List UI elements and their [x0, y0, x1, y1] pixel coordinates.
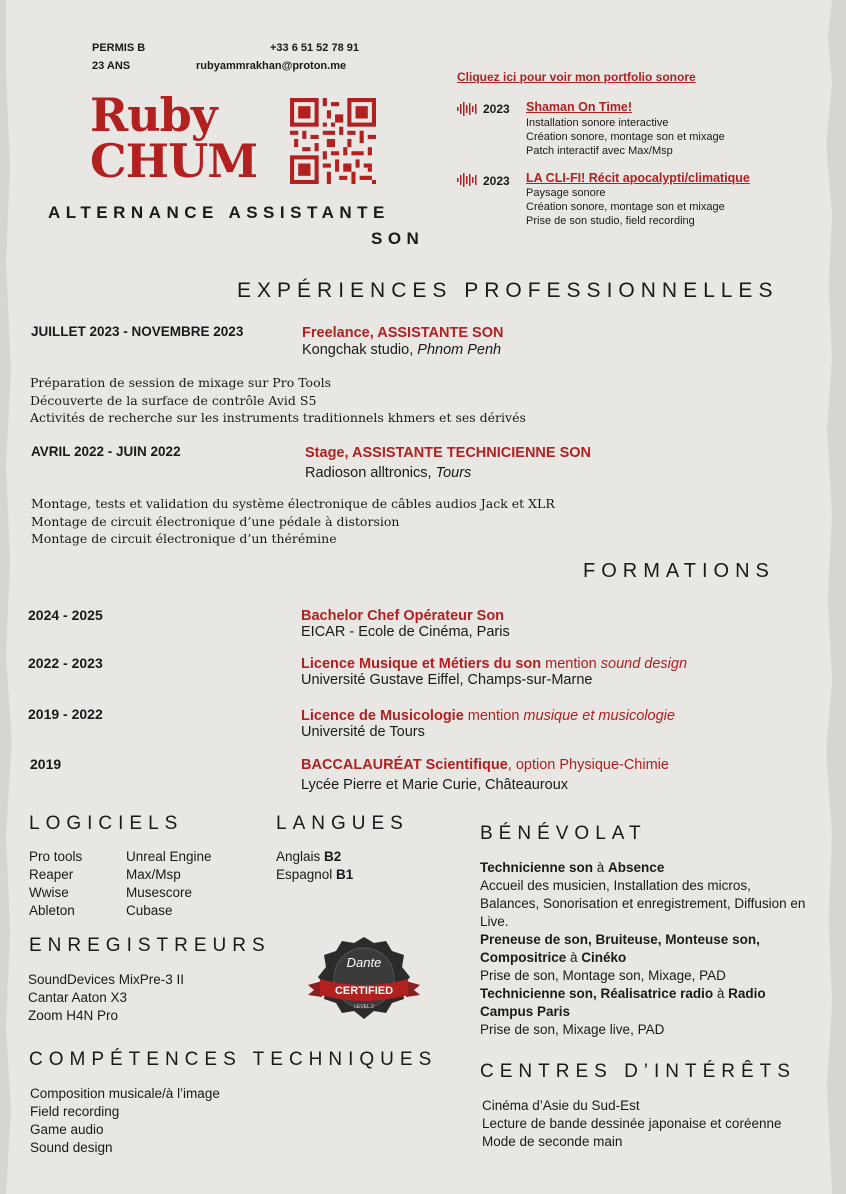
volunteer-heading: BÉNÉVOLAT: [480, 823, 647, 844]
badge-certified: CERTIFIED: [334, 985, 394, 997]
software-col-2: [126, 848, 212, 920]
edu-3-degree-line: [301, 708, 675, 725]
experience-heading: EXPÉRIENCES PROFESSIONNELLES: [237, 279, 779, 302]
phone-number[interactable]: +33 6 51 52 78 91: [270, 42, 359, 54]
software-item: Max/Msp: [126, 867, 181, 882]
job-title-line2: SON: [371, 229, 425, 248]
edu-2-years: 2022 - 2023: [28, 655, 103, 671]
badge-level: LEVEL 2: [354, 1004, 374, 1010]
portfolio-project-2: [457, 171, 477, 189]
qr-code-icon[interactable]: [290, 98, 376, 184]
edu-4-years: 2019: [30, 756, 62, 772]
education-heading: FORMATIONS: [583, 560, 775, 582]
soundwave-icon: [457, 102, 477, 116]
project-1-detail: Patch interactif avec Max/Msp: [526, 145, 673, 157]
exp-2-role: Stage, ASSISTANTE TECHNICIENNE SON: [305, 445, 592, 461]
edu-4-degree: BACCALAURÉAT Scientifique: [301, 757, 508, 773]
permit-label: PERMIS B: [92, 42, 146, 54]
project-2-title[interactable]: LA CLI-FI! Récit apocalypti/climatique: [526, 171, 750, 185]
edu-4-degree-line: [301, 757, 669, 774]
volunteer-role: Technicienne son: [480, 860, 594, 875]
volunteer-role: Preneuse de son, Bruiteuse, Monteuse son, Compositrice: [480, 932, 760, 965]
volunteer-org: Absence: [608, 860, 665, 875]
skill-item: Sound design: [30, 1140, 113, 1155]
language-name: Anglais: [276, 849, 325, 864]
edu-1-degree-line: [301, 608, 504, 625]
interest-item: Lecture de bande dessinée japonaise et coréenne: [482, 1116, 782, 1131]
interests-heading: CENTRES D’INTÉRÊTS: [480, 1061, 796, 1082]
exp-1-tasks: [30, 374, 526, 427]
volunteer-item-2: [480, 931, 810, 967]
edu-3-years: 2019 - 2022: [28, 706, 103, 722]
project-2-details: [526, 186, 725, 228]
soundwave-icon: [457, 173, 477, 187]
skill-item: Game audio: [30, 1122, 104, 1137]
exp-1-employer: Kongchak studio,: [302, 342, 418, 358]
project-2-detail: Paysage sonore: [526, 187, 606, 199]
language-name: Espagnol: [276, 867, 337, 882]
exp-1-dates: JUILLET 2023 - NOVEMBRE 2023: [31, 324, 244, 339]
exp-2-dates: AVRIL 2022 - JUIN 2022: [31, 444, 181, 459]
volunteer-role: Technicienne son, Réalisatrice radio: [480, 986, 714, 1001]
dante-certified-badge-icon: [304, 935, 424, 1025]
volunteer-at: à: [713, 986, 729, 1001]
software-item: Musescore: [126, 885, 193, 900]
last-name: CHUM: [90, 134, 258, 188]
recorders-heading: ENREGISTREURS: [29, 935, 271, 956]
software-item: Pro tools: [29, 849, 83, 864]
edu-4-school: Lycée Pierre et Marie Curie, Châteauroux: [301, 777, 569, 793]
exp-2-task: Montage de circuit électronique d’une pédale à distorsion: [31, 513, 400, 529]
interest-item: Cinéma d’Asie du Sud-Est: [482, 1098, 640, 1113]
age-label: 23 ANS: [92, 60, 131, 72]
language-item: [276, 866, 353, 884]
languages-heading: LANGUES: [276, 813, 409, 834]
volunteer-at: à: [566, 950, 582, 965]
recorder-item: Zoom H4N Pro: [28, 1008, 119, 1023]
project-1-title[interactable]: Shaman On Time!: [526, 100, 633, 114]
portfolio-link[interactable]: Cliquez ici pour voir mon portfolio sonore: [457, 70, 696, 84]
volunteer-item-1: [480, 859, 810, 877]
software-col-1: [29, 848, 82, 920]
volunteer-org: Radio Campus Paris: [480, 986, 766, 1019]
project-2-year: 2023: [483, 174, 510, 188]
language-level: B2: [324, 849, 342, 864]
edu-3-extra: mention: [463, 708, 524, 724]
edu-1-years: 2024 - 2025: [28, 607, 103, 623]
recorders-list: [28, 971, 184, 1025]
software-item: Reaper: [29, 867, 74, 882]
project-1-year: 2023: [483, 102, 510, 116]
portfolio-project-1: [457, 100, 477, 118]
edu-2-school: Université Gustave Eiffel, Champs-sur-Marne: [301, 672, 593, 688]
exp-1-role: Freelance, ASSISTANTE SON: [302, 325, 504, 341]
project-2-detail: Prise de son studio, field recording: [526, 215, 695, 227]
exp-2-employer: Radioson alltronics,: [305, 465, 436, 481]
interests-list: [482, 1097, 782, 1151]
exp-1-employer-line: [302, 342, 501, 358]
edu-4-extra: , option Physique-Chimie: [507, 757, 669, 773]
exp-1-task: Préparation de session de mixage sur Pro Tools: [30, 375, 332, 390]
volunteer-desc: Prise de son, Mixage live, PAD: [480, 1022, 665, 1037]
software-item: Ableton: [29, 903, 75, 918]
edu-2-degree: Licence Musique et Métiers du son: [301, 656, 542, 672]
edu-1-school: EICAR - Ecole de Cinéma, Paris: [301, 624, 510, 640]
recorder-item: SoundDevices MixPre-3 II: [28, 972, 185, 987]
badge-brand: Dante: [346, 955, 382, 970]
skill-item: Field recording: [30, 1104, 120, 1119]
exp-2-task: Montage de circuit électronique d’un thérémine: [31, 531, 337, 546]
exp-1-place: Phnom Penh: [417, 342, 502, 358]
volunteer-item-3: [480, 985, 810, 1021]
skills-list: [30, 1085, 220, 1157]
volunteer-list: [480, 859, 810, 1039]
exp-1-task: Découverte de la surface de contrôle Avid S5: [30, 392, 317, 408]
project-2-detail: Création sonore, montage son et mixage: [526, 201, 725, 213]
volunteer-at: à: [593, 860, 609, 875]
language-level: B1: [336, 867, 354, 882]
edu-1-degree: Bachelor Chef Opérateur Son: [301, 608, 505, 624]
exp-2-employer-line: [305, 465, 471, 481]
project-1-detail: Installation sonore interactive: [526, 117, 669, 129]
exp-2-task: Montage, tests et validation du système électronique de câbles audios Jack et XLR: [31, 496, 555, 511]
project-1-details: [526, 116, 725, 158]
language-item: [276, 848, 353, 866]
languages-list: [276, 848, 353, 884]
edu-2-extra-italic: sound design: [600, 656, 688, 672]
edu-2-degree-line: [301, 656, 687, 673]
job-title-line1: ALTERNANCE ASSISTANTE: [48, 203, 390, 222]
software-item: Unreal Engine: [126, 849, 212, 864]
volunteer-desc: Prise de son, Montage son, Mixage, PAD: [480, 968, 726, 983]
software-heading: LOGICIELS: [29, 813, 184, 834]
first-name: Ruby: [90, 88, 217, 142]
exp-2-tasks: [31, 495, 555, 548]
edu-2-extra: mention: [541, 656, 601, 672]
software-item: Cubase: [126, 903, 173, 918]
edu-3-school: Université de Tours: [301, 724, 425, 740]
software-item: Wwise: [29, 885, 69, 900]
recorder-item: Cantar Aaton X3: [28, 990, 128, 1005]
volunteer-desc: Accueil des musicien, Installation des micros, Balances, Sonorisation et enregistrement, Diffusion en Live.: [480, 878, 806, 929]
skill-item: Composition musicale/à l’image: [30, 1086, 220, 1101]
project-1-detail: Création sonore, montage son et mixage: [526, 131, 725, 143]
skills-heading: COMPÉTENCES TECHNIQUES: [29, 1049, 438, 1070]
volunteer-org: Cinéko: [581, 950, 627, 965]
interest-item: Mode de seconde main: [482, 1134, 623, 1149]
exp-2-place: Tours: [435, 465, 472, 481]
edu-3-extra-italic: musique et musicologie: [523, 708, 675, 724]
email-address[interactable]: rubyammrakhan@proton.me: [196, 60, 347, 72]
edu-3-degree: Licence de Musicologie: [301, 708, 464, 724]
exp-1-task: Activités de recherche sur les instruments traditionnels khmers et ses dérivés: [30, 410, 526, 425]
